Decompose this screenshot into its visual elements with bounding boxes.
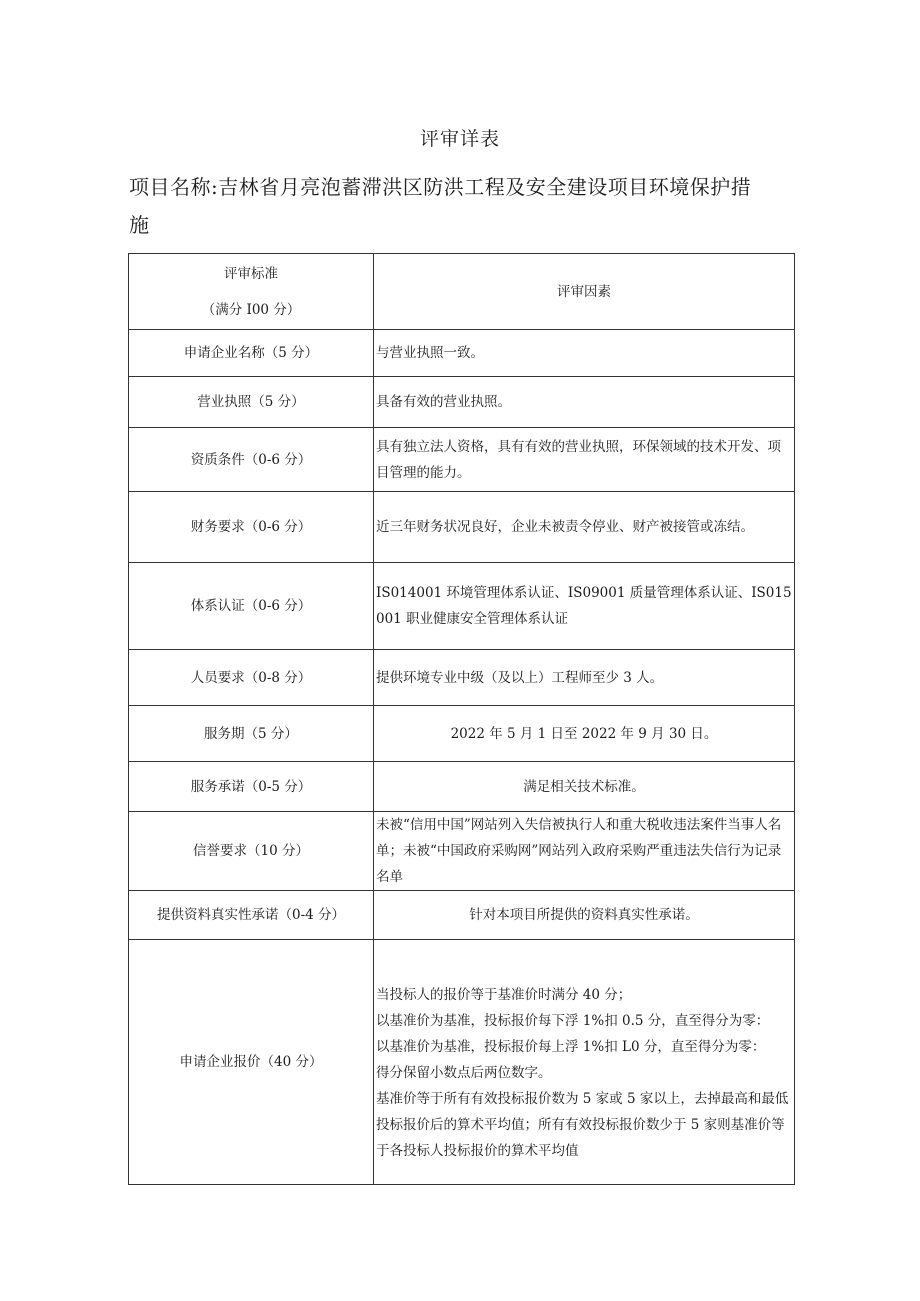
row-standard: 人员要求（0-8 分） bbox=[129, 650, 374, 706]
pricing-line: 当投标人的报价等于基准价时满分 40 分； bbox=[376, 987, 632, 1003]
row-standard: 资质条件（0-6 分） bbox=[129, 428, 374, 492]
row-standard: 营业执照（5 分） bbox=[129, 377, 374, 428]
row-factor: 具备有效的营业执照。 bbox=[374, 377, 795, 428]
row-standard: 体系认证（0-6 分） bbox=[129, 563, 374, 650]
row-factor: 提供环境专业中级（及以上）工程师至少 3 人。 bbox=[374, 650, 795, 706]
table-row bbox=[129, 563, 795, 650]
table-header-row bbox=[129, 254, 795, 330]
row-factor: 具有独立法人资格，具有有效的营业执照，环保领域的技术开发、项目管理的能力。 bbox=[374, 428, 795, 492]
row-factor: 针对本项目所提供的资料真实性承诺。 bbox=[374, 891, 795, 940]
row-standard: 申请企业报价（40 分） bbox=[129, 940, 374, 1185]
pricing-line: 基准价等于所有有效投标报价数为 5 家或 5 家以上，去掉最高和最低投标报价后的算术平均值；所有有效投标报价数少于 5 家则基准价等于各投标人投标报价的算术平均值 bbox=[376, 1091, 789, 1159]
table-row bbox=[129, 706, 795, 762]
row-factor: 与营业执照一致。 bbox=[374, 330, 795, 377]
row-factor: IS014001 环境管理体系认证、IS09001 质量管理体系认证、IS015001 职业健康安全管理体系认证 bbox=[374, 563, 795, 650]
table-row bbox=[129, 940, 795, 1185]
table-row bbox=[129, 650, 795, 706]
header-standard: 评审标准 bbox=[224, 265, 278, 282]
row-factor-pricing bbox=[374, 940, 795, 1185]
row-standard: 服务期（5 分） bbox=[129, 706, 374, 762]
row-factor: 2022 年 5 月 1 日至 2022 年 9 月 30 日。 bbox=[374, 706, 795, 762]
table-row bbox=[129, 812, 795, 891]
row-standard: 服务承诺（0-5 分） bbox=[129, 762, 374, 812]
project-name bbox=[129, 168, 799, 244]
table-row bbox=[129, 492, 795, 563]
row-standard: 信誉要求（10 分） bbox=[129, 812, 374, 891]
table-row bbox=[129, 762, 795, 812]
table-row bbox=[129, 330, 795, 377]
table-row bbox=[129, 428, 795, 492]
row-factor: 未被“信用中国”网站列入失信被执行人和重大税收违法案件当事人名单；未被“中国政府采购网”网站列入政府采购严重违法失信行为记录名单 bbox=[374, 812, 795, 891]
row-standard: 财务要求（0-6 分） bbox=[129, 492, 374, 563]
header-factor: 评审因素 bbox=[374, 254, 795, 330]
pricing-line: 以基准价为基准，投标报价每上浮 1%扣 L0 分，直至得分为零： bbox=[376, 1039, 766, 1055]
row-standard: 申请企业名称（5 分） bbox=[129, 330, 374, 377]
project-name-line-1: 项目名称:吉林省月亮泡蓄滞洪区防洪工程及安全建设项目环境保护措 bbox=[129, 175, 752, 199]
review-table bbox=[128, 253, 795, 1185]
pricing-line: 得分保留小数点后两位数字。 bbox=[376, 1065, 552, 1081]
header-standard-cell bbox=[129, 254, 374, 330]
row-standard: 提供资料真实性承诺（0-4 分） bbox=[129, 891, 374, 940]
table-row bbox=[129, 377, 795, 428]
row-factor: 满足相关技术标准。 bbox=[374, 762, 795, 812]
header-full-score: （满分 I00 分） bbox=[201, 301, 301, 318]
pricing-line: 以基准价为基准，投标报价每下浮 1%扣 0.5 分，直至得分为零： bbox=[376, 1013, 770, 1029]
page-title: 评审详表 bbox=[419, 128, 500, 150]
table-row bbox=[129, 891, 795, 940]
row-factor: 近三年财务状况良好，企业未被责令停业、财产被接管或冻结。 bbox=[374, 492, 795, 563]
project-name-line-2: 施 bbox=[129, 213, 150, 237]
